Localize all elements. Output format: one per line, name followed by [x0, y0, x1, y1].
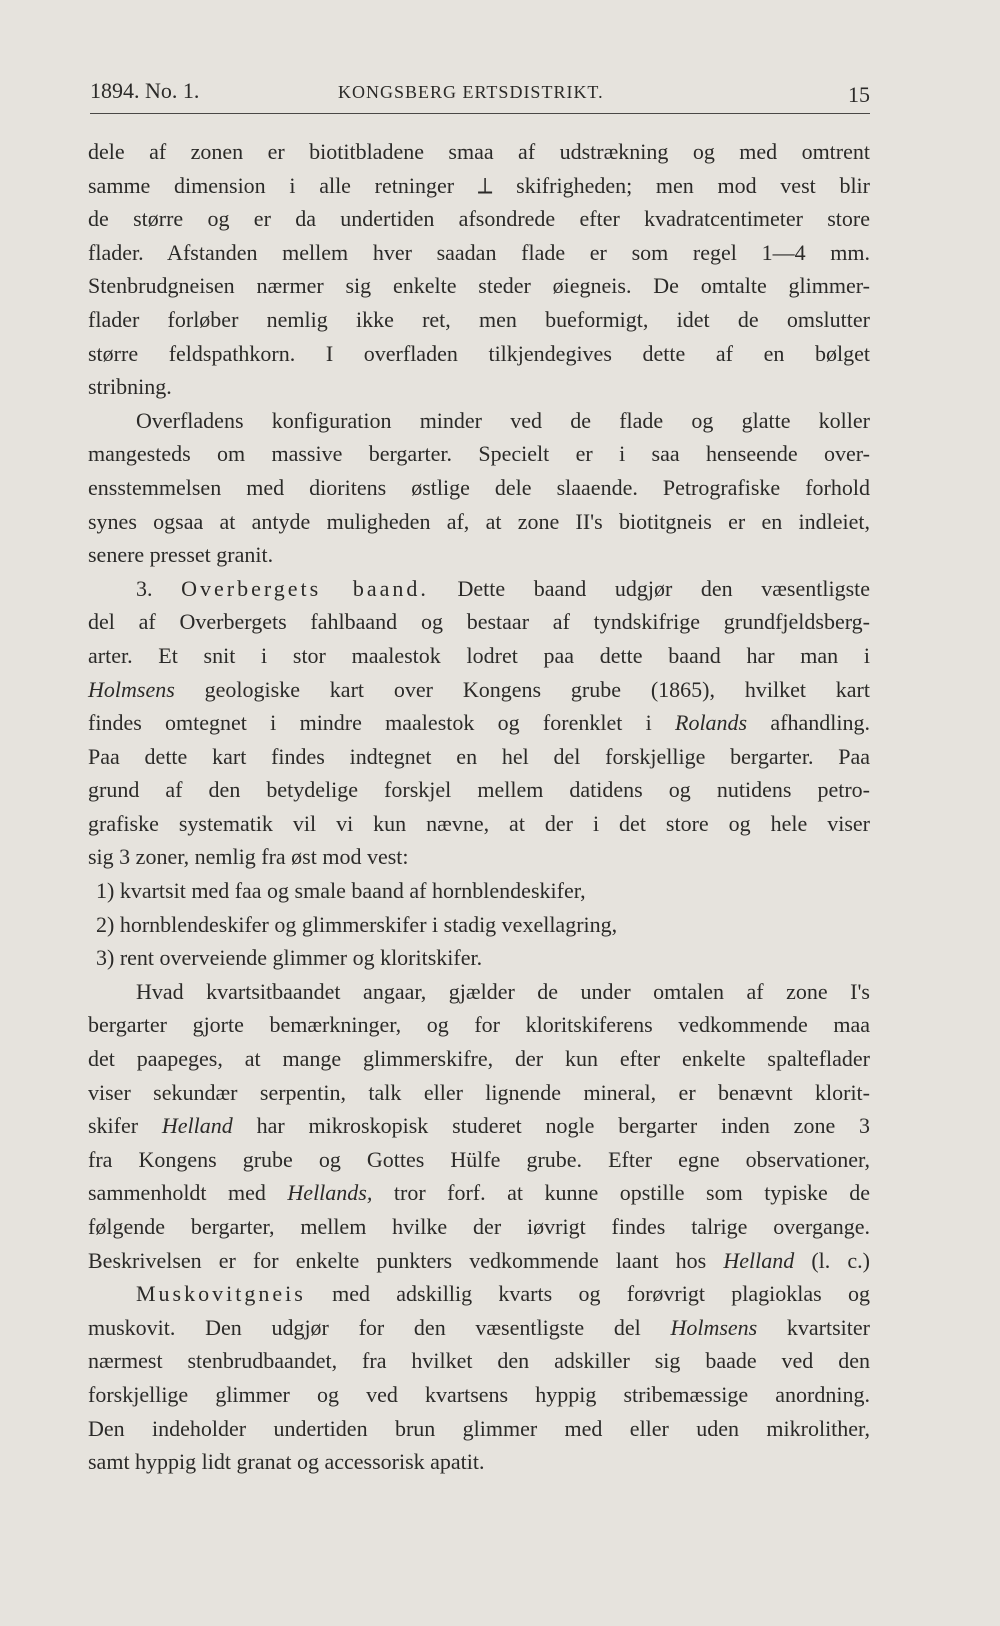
text-span: med adskillig kvarts og forøvrigt plagioklas og — [332, 1281, 870, 1307]
section-heading-line — [88, 572, 870, 606]
text-span: tror forf. at kunne opstille som typiske de — [393, 1180, 871, 1206]
text-line: følgende bergarter, mellem hvilke der iøvrigt findes talrige overgange. — [88, 1214, 870, 1239]
text-line: forskjellige glimmer og ved kvartsens hyppig stribemæssige anordning. — [88, 1381, 870, 1407]
text-line: grund af den betydelige forskjel mellem datidens og nutidens petro- — [88, 777, 870, 803]
list-item: 2) hornblendeskifer og glimmerskifer i stadig vexellagring, — [96, 911, 618, 937]
text-line: flader. Afstanden mellem hver saadan flade er som regel 1—4 mm. — [88, 239, 870, 265]
running-title: KONGSBERG ERTSDISTRIKT. — [338, 82, 604, 102]
text-line: Den indeholder undertiden brun glimmer med eller uden mikrolither, — [88, 1415, 870, 1441]
text-span: findes omtegnet i mindre maalestok og forenklet i — [88, 710, 652, 736]
text-span: skifer — [88, 1113, 139, 1139]
header-rule — [90, 113, 870, 114]
text-span: Dette baand udgjør den væsentligste — [457, 575, 871, 601]
text-line: større feldspathkorn. I overfladen tilkjendegives dette af en bølget — [88, 340, 870, 366]
text-span: har mikroskopisk studeret nogle bergarter inden zone 3 — [256, 1113, 871, 1139]
text-span: kvartsiter — [786, 1314, 871, 1340]
text-line — [88, 1311, 870, 1345]
text-line — [88, 1277, 870, 1311]
text-span: (l. c.) — [811, 1247, 870, 1273]
text-line: synes ogsaa at antyde muligheden af, at zone II's biotitgneis er en indleiet, — [88, 508, 870, 534]
section-title: Overbergets baand. — [181, 575, 429, 601]
text-span: Beskrivelsen er for enkelte punkters vedkommende laant hos — [88, 1247, 707, 1273]
author-name: Holmsens — [670, 1314, 758, 1340]
text-line: Stenbrudgneisen nærmer sig enkelte steder øiegneis. De omtalte glimmer- — [88, 273, 870, 299]
page-number: 15 — [848, 82, 870, 107]
text-line: ensstemmelsen med dioritens østlige dele slaaende. Petrografiske forhold — [88, 474, 870, 500]
list-item: 3) rent overveiende glimmer og kloritskifer. — [96, 945, 483, 971]
text-line: samme dimension i alle retninger ⟂ skifrigheden; men mod vest blir — [88, 172, 870, 198]
list-item: 1) kvartsit med faa og smale baand af hornblendeskifer, — [96, 878, 586, 904]
text-line — [88, 673, 870, 707]
text-line — [88, 1244, 870, 1278]
text-line: samt hyppig lidt granat og accessorisk apatit. — [88, 1449, 485, 1475]
text-span: muskovit. Den udgjør for den væsentligste del — [88, 1314, 641, 1340]
author-name: Helland — [161, 1113, 233, 1139]
section-number: 3. — [136, 575, 153, 601]
author-name: Rolands — [675, 710, 748, 736]
text-line: stribning. — [88, 374, 172, 400]
issue-label: 1894. No. 1. — [90, 78, 200, 103]
text-line: arter. Et snit i stor maalestok lodret paa dette baand har man i — [88, 642, 870, 668]
author-name: Holmsens — [88, 676, 175, 702]
text-line: dele af zonen er biotitbladene smaa af udstrækning og med omtrent — [88, 139, 870, 164]
text-line: bergarter gjorte bemærkninger, og for kloritskiferens vedkommende maa — [88, 1012, 870, 1038]
text-line: del af Overbergets fahlbaand og bestaar af tyndskifrige grundfjeldsberg- — [88, 609, 870, 635]
author-name: Hellands, — [287, 1180, 373, 1206]
text-line — [88, 1176, 870, 1210]
text-line — [88, 706, 870, 740]
text-line: Paa dette kart findes indtegnet en hel del forskjellige bergarter. Paa — [88, 743, 870, 769]
text-line: Hvad kvartsitbaandet angaar, gjælder de under omtalen af zone I's — [136, 978, 870, 1004]
text-line: nærmest stenbrudbaandet, fra hvilket den adskiller sig baade ved den — [88, 1348, 870, 1374]
author-name: Helland — [723, 1247, 795, 1273]
text-line: senere presset granit. — [88, 542, 274, 568]
body-text — [88, 135, 870, 1479]
text-line: viser sekundær serpentin, talk eller lignende mineral, er benævnt klorit- — [88, 1079, 870, 1105]
text-line: mangesteds om massive bergarter. Specielt er i saa henseende over- — [88, 441, 870, 467]
text-line: fra Kongens grube og Gottes Hülfe grube. Efter egne observationer, — [88, 1146, 870, 1172]
text-span: geologiske kart over Kongens grube (1865), hvilket kart — [204, 676, 870, 702]
text-line: Overfladens konfiguration minder ved de flade og glatte koller — [136, 407, 870, 433]
text-span: afhandling. — [770, 710, 870, 736]
text-line: de større og er da undertiden afsondrede efter kvadratcentimeter store — [88, 206, 870, 232]
text-line: det paapeges, at mange glimmerskifre, der kun efter enkelte spalteflader — [88, 1046, 870, 1072]
text-line: sig 3 zoner, nemlig fra øst mod vest: — [88, 844, 409, 870]
rock-type-title: Muskovitgneis — [136, 1281, 306, 1307]
text-line — [88, 1109, 870, 1143]
text-line: grafiske systematik vil vi kun nævne, at der i det store og hele viser — [88, 810, 870, 836]
text-span: sammenholdt med — [88, 1180, 266, 1206]
running-header — [90, 78, 870, 112]
text-line: flader forløber nemlig ikke ret, men bueformigt, idet de omslutter — [88, 306, 870, 332]
